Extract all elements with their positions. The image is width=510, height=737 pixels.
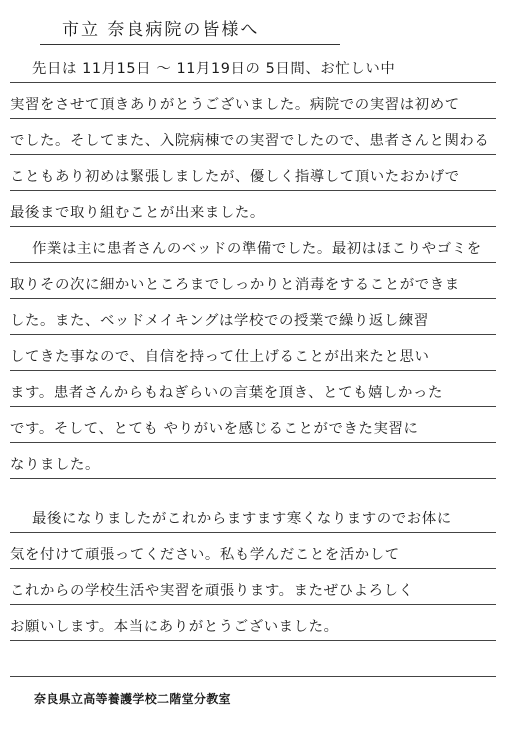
letter-line-1: 先日は 11月15日 ～ 11月19日の 5日間、お忙しい中 xyxy=(32,61,396,77)
ruled-line xyxy=(10,226,496,227)
letter-line-10: ます。患者さんからもねぎらいの言葉を頂き、とても嬉しかった xyxy=(10,385,444,401)
letter-line-15: これからの学校生活や実習を頑張ります。またぜひよろしく xyxy=(10,583,414,599)
letter-line-12: なりました。 xyxy=(10,457,100,473)
ruled-line xyxy=(10,118,496,119)
ruled-line xyxy=(10,442,496,443)
letter-line-14: 気を付けて頑張ってください。私も学んだことを活かして xyxy=(10,547,400,563)
ruled-line xyxy=(10,676,496,677)
ruled-line xyxy=(10,298,496,299)
ruled-line xyxy=(10,82,496,83)
letter-line-9: してきた事なので、自信を持って仕上げることが出来たと思い xyxy=(10,349,430,365)
ruled-line xyxy=(10,154,496,155)
school-name-footer: 奈良県立高等養護学校二階堂分教室 xyxy=(34,692,231,706)
letter-line-5: 最後まで取り組むことが出来ました。 xyxy=(10,205,265,221)
ruled-line xyxy=(10,406,496,407)
ruled-line xyxy=(10,640,496,641)
title-underline xyxy=(40,44,340,45)
letter-line-6: 作業は主に患者さんのベッドの準備でした。最初はほこりやゴミを xyxy=(32,241,482,257)
letter-line-13: 最後になりましたがこれからますます寒くなりますのでお体に xyxy=(32,511,452,527)
ruled-line xyxy=(10,370,496,371)
letter-line-11: です。そして、とても やりがいを感じることができた実習に xyxy=(10,421,419,437)
ruled-line xyxy=(10,262,496,263)
letter-title: 市立 奈良病院の皆様へ xyxy=(62,20,260,40)
ruled-line xyxy=(10,568,496,569)
ruled-line xyxy=(10,604,496,605)
letter-line-16: お願いします。本当にありがとうございました。 xyxy=(10,619,339,635)
letter-line-4: こともあり初めは緊張しましたが、優しく指導して頂いたおかげで xyxy=(10,169,460,185)
letter-line-7: 取りその次に細かいところまでしっかりと消毒をすることができま xyxy=(10,277,460,293)
letter-line-2: 実習をさせて頂きありがとうございました。病院での実習は初めて xyxy=(10,97,460,113)
letter-line-3: でした。そしてまた、入院病棟での実習でしたので、患者さんと関わる xyxy=(10,133,490,149)
ruled-line xyxy=(10,334,496,335)
ruled-line xyxy=(10,532,496,533)
ruled-line xyxy=(10,478,496,479)
ruled-line xyxy=(10,190,496,191)
letter-line-8: した。また、ベッドメイキングは学校での授業で繰り返し練習 xyxy=(10,313,429,329)
